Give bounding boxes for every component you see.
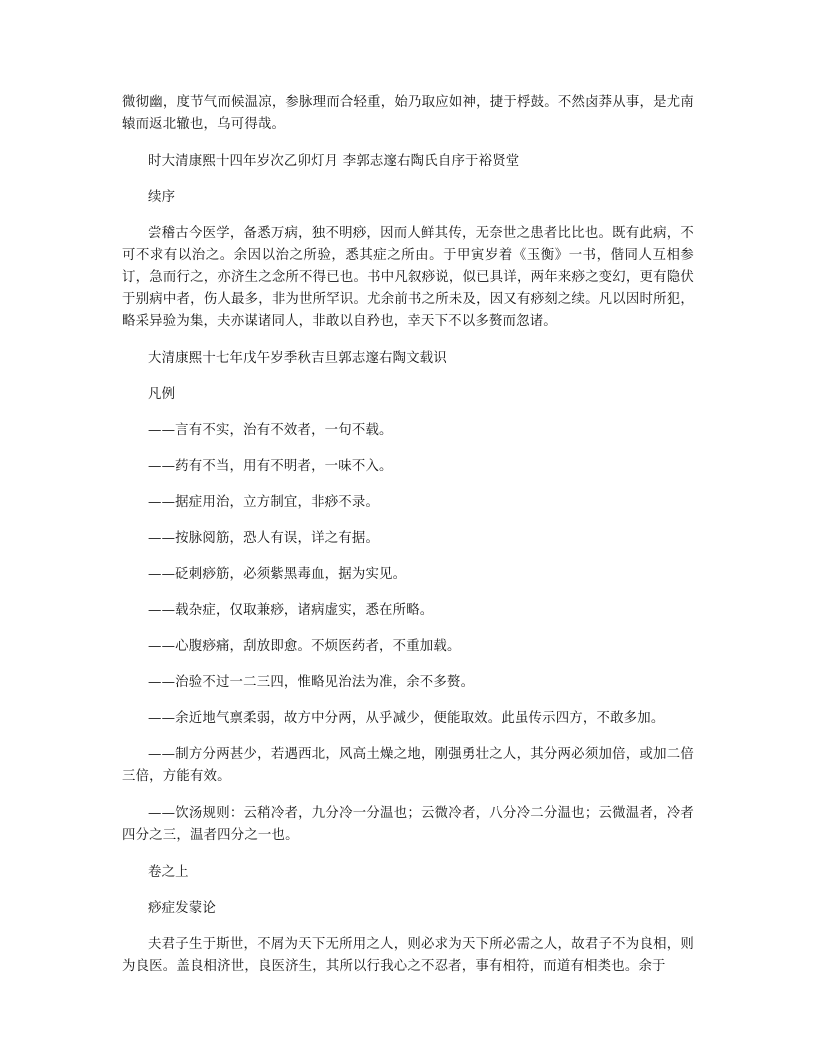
rule-item: ——按脉阅筋，恐人有误，详之有据。 [148, 531, 380, 546]
section-heading-general-rules: 凡例 [148, 387, 176, 402]
paragraph-intro-continuation: 微彻幽，度节气而候温凉，参脉理而合轻重，始乃取应如神，捷于桴鼓。不然卤莽从事，是尤南辕而返北辙也，乌可得哉。 [122, 95, 694, 132]
chapter-heading: 痧症发蒙论 [148, 901, 216, 916]
rule-item: ——治验不过一二三四，惟略见治法为准，余不多赘。 [148, 675, 475, 690]
preface-signature: 时大清康熙十四年岁次乙卯灯月 李郭志邃右陶氏自序于裕贤堂 [148, 154, 520, 169]
rule-item: ——据症用治，立方制宜，非痧不录。 [148, 495, 380, 510]
rule-item: ——言有不实，治有不效者，一句不载。 [148, 423, 393, 438]
rule-item: ——砭刺痧筋，必须紫黑毒血，据为实见。 [148, 567, 407, 582]
rule-item: ——心腹痧痛，刮放即愈。不烦医药者，不重加载。 [148, 639, 461, 654]
rule-item: ——药有不当，用有不明者，一味不入。 [148, 459, 393, 474]
rule-item: ——饮汤规则：云稍冷者，九分冷一分温也；云微冷者，八分冷二分温也；云微温者，冷者四分之三，温者四分之一也。 [122, 806, 694, 843]
paragraph-chapter-opening: 夫君子生于斯世，不屑为天下无所用之人，则必求为天下所必需之人，故君子不为良相，则为良医。盖良相济世，良医济生，其所以行我心之不忍者，事有相符，而道有相类也。余于 [122, 937, 694, 974]
rule-item: ——余近地气禀柔弱，故方中分两，从乎减少，便能取效。此虽传示四方，不敢多加。 [148, 711, 665, 726]
rule-item: ——载杂症，仅取兼痧，诸病虚实，悉在所略。 [148, 603, 434, 618]
section-heading-continued-preface: 续序 [148, 190, 176, 205]
document-page [122, 92, 694, 993]
paragraph-continued-preface: 尝稽古今医学，备悉万病，独不明痧，因而人鲜其传，无奈世之患者比比也。既有此病，不可不求有以治之。余因以治之所验，悉其症之所由。于甲寅岁着《玉衡》一书，偕同人互相参订，急而行之，亦济生之念所不得已也。书中凡叙痧说，似已具详，两年来痧之变幻，更有隐伏于别病中者，伤人最多，非为世所罕识。尤余前书之所未及，因又有痧刻之续。凡以因时所犯，略采异验为集，夫亦谋诸同人，非敢以自矜也，幸天下不以多赘而忽诸。 [122, 226, 694, 329]
continued-preface-signature: 大清康熙十七年戊午岁季秋吉旦郭志邃右陶文载识 [148, 351, 447, 366]
volume-heading: 卷之上 [148, 865, 189, 880]
rule-item: ——制方分两甚少，若遇西北，风高土燥之地，刚强勇壮之人，其分两必须加倍，或加二倍三倍，方能有效。 [122, 747, 694, 784]
